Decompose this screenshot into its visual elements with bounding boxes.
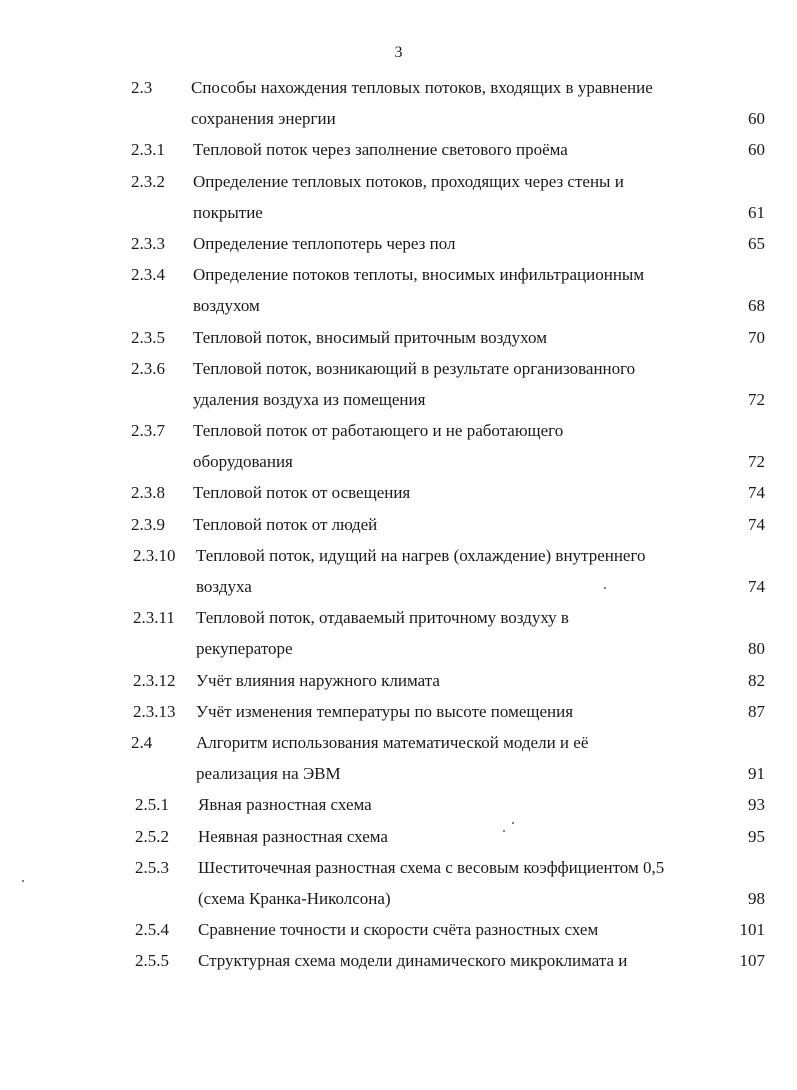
toc-line [0, 789, 797, 820]
toc-entry-number: 2.3 [131, 78, 153, 97]
toc-line [0, 290, 797, 321]
toc-entry-title: Структурная схема модели динамического микроклимата и [198, 951, 628, 971]
toc-entry-title: Явная разностная схема [198, 795, 372, 815]
toc-entry-page: 60 [748, 109, 765, 129]
toc-entry-title: Тепловой поток, возникающий в результате организованного [193, 358, 636, 378]
toc-entry-number: 2.3.8 [131, 483, 165, 503]
toc-line [0, 228, 797, 259]
toc-line [0, 446, 797, 477]
toc-entry-page: 107 [739, 951, 765, 971]
toc-entry-number: 2.3.2 [131, 171, 165, 191]
toc-line [0, 852, 797, 883]
toc-line [0, 696, 797, 727]
toc-line [0, 571, 797, 602]
table-of-contents [0, 72, 797, 976]
toc-entry-page: 70 [748, 327, 765, 347]
toc-line [0, 727, 797, 758]
toc-line [0, 821, 797, 852]
toc-entry-number: 2.3.12 [133, 670, 176, 690]
toc-entry-title: Тепловой поток, вносимый приточным воздухом [193, 327, 547, 347]
toc-entry-title: воздуха [196, 577, 252, 596]
toc-entry-number: 2.3.3 [131, 233, 165, 253]
toc-line [0, 945, 797, 976]
toc-line [0, 353, 797, 384]
toc-entry-title: реализация на ЭВМ [196, 764, 341, 784]
toc-entry-number: 2.5.1 [135, 795, 169, 815]
toc-entry-page: 68 [748, 296, 765, 316]
toc-line [0, 665, 797, 696]
toc-entry-title: Способы нахождения тепловых потоков, входящих в уравнение [191, 78, 653, 97]
toc-entry-number: 2.5.5 [135, 951, 169, 971]
toc-entry-page: 65 [748, 233, 765, 253]
toc-line [0, 72, 797, 103]
toc-entry-page: 91 [748, 764, 765, 784]
scan-speck [604, 587, 606, 589]
toc-line [0, 415, 797, 446]
toc-entry-number: 2.4 [131, 732, 153, 752]
toc-entry-title: Учёт изменения температуры по высоте помещения [196, 701, 574, 721]
toc-line [0, 758, 797, 789]
toc-line [0, 322, 797, 353]
toc-line [0, 477, 797, 508]
toc-entry-page: 87 [748, 701, 765, 721]
toc-entry-number: 2.3.11 [133, 608, 175, 628]
toc-entry-page: 80 [748, 639, 765, 659]
toc-entry-title: (схема Кранка-Николсона) [198, 888, 391, 908]
toc-entry-page: 98 [748, 888, 765, 908]
toc-entry-page: 61 [748, 202, 765, 222]
toc-entry-title: Неявная разностная схема [198, 826, 388, 846]
toc-entry-title: покрытие [193, 202, 263, 222]
toc-line [0, 103, 797, 134]
scan-speck [503, 830, 505, 832]
toc-entry-title: удаления воздуха из помещения [193, 389, 426, 409]
toc-entry-page: 72 [748, 389, 765, 409]
toc-entry-number: 2.3.4 [131, 265, 165, 285]
toc-entry-number: 2.5.2 [135, 826, 169, 846]
toc-line [0, 197, 797, 228]
toc-entry-title: Тепловой поток от людей [193, 514, 378, 534]
toc-line [0, 914, 797, 945]
scan-speck [512, 822, 514, 824]
toc-entry-title: Учёт влияния наружного климата [196, 670, 440, 690]
toc-entry-page: 101 [739, 920, 765, 940]
toc-entry-number: 2.3.10 [133, 545, 176, 565]
toc-line [0, 540, 797, 571]
toc-line [0, 259, 797, 290]
toc-entry-title: оборудования [193, 452, 293, 472]
toc-entry-title: Алгоритм использования математической модели и её [196, 732, 589, 752]
toc-entry-page: 93 [748, 795, 765, 815]
toc-entry-title: Шеститочечная разностная схема с весовым коэффициентом 0,5 [198, 857, 665, 877]
toc-entry-title: Тепловой поток, идущий на нагрев (охлаждение) внутреннего [196, 545, 646, 565]
toc-entry-page: 82 [748, 670, 765, 690]
toc-entry-number: 2.3.6 [131, 358, 165, 378]
toc-entry-title: Сравнение точности и скорости счёта разностных схем [198, 920, 599, 940]
toc-line [0, 883, 797, 914]
toc-entry-title: Тепловой поток через заполнение светового проёма [193, 140, 568, 160]
page-number: 3 [394, 44, 403, 61]
toc-entry-title: Определение потоков теплоты, вносимых инфильтрационным [193, 265, 645, 285]
toc-line [0, 134, 797, 165]
toc-line [0, 602, 797, 633]
toc-entry-number: 2.3.1 [131, 140, 165, 160]
toc-entry-title: воздухом [193, 296, 260, 316]
toc-line [0, 633, 797, 664]
toc-entry-number: 2.3.5 [131, 327, 165, 347]
toc-line [0, 166, 797, 197]
toc-entry-page: 72 [748, 452, 765, 472]
toc-entry-number: 2.5.3 [135, 857, 169, 877]
toc-entry-number: 2.3.7 [131, 421, 165, 441]
toc-entry-number: 2.3.13 [133, 701, 176, 721]
toc-entry-title: сохранения энергии [191, 109, 336, 129]
toc-entry-title: рекуператоре [196, 639, 293, 659]
toc-entry-title: Тепловой поток от освещения [193, 483, 411, 503]
toc-entry-title: Тепловой поток от работающего и не работающего [193, 421, 564, 441]
toc-line [0, 509, 797, 540]
toc-entry-page: 95 [748, 826, 765, 846]
toc-entry-page: 74 [748, 577, 765, 596]
toc-entry-title: Тепловой поток, отдаваемый приточному воздуху в [196, 608, 569, 628]
toc-entry-number: 2.3.9 [131, 514, 165, 534]
toc-entry-number: 2.5.4 [135, 920, 169, 940]
scan-speck [22, 880, 24, 882]
toc-entry-page: 74 [748, 514, 765, 534]
toc-line [0, 384, 797, 415]
toc-entry-page: 60 [748, 140, 765, 160]
toc-entry-page: 74 [748, 483, 765, 503]
toc-entry-title: Определение теплопотерь через пол [193, 233, 456, 253]
toc-entry-title: Определение тепловых потоков, проходящих через стены и [193, 171, 624, 191]
